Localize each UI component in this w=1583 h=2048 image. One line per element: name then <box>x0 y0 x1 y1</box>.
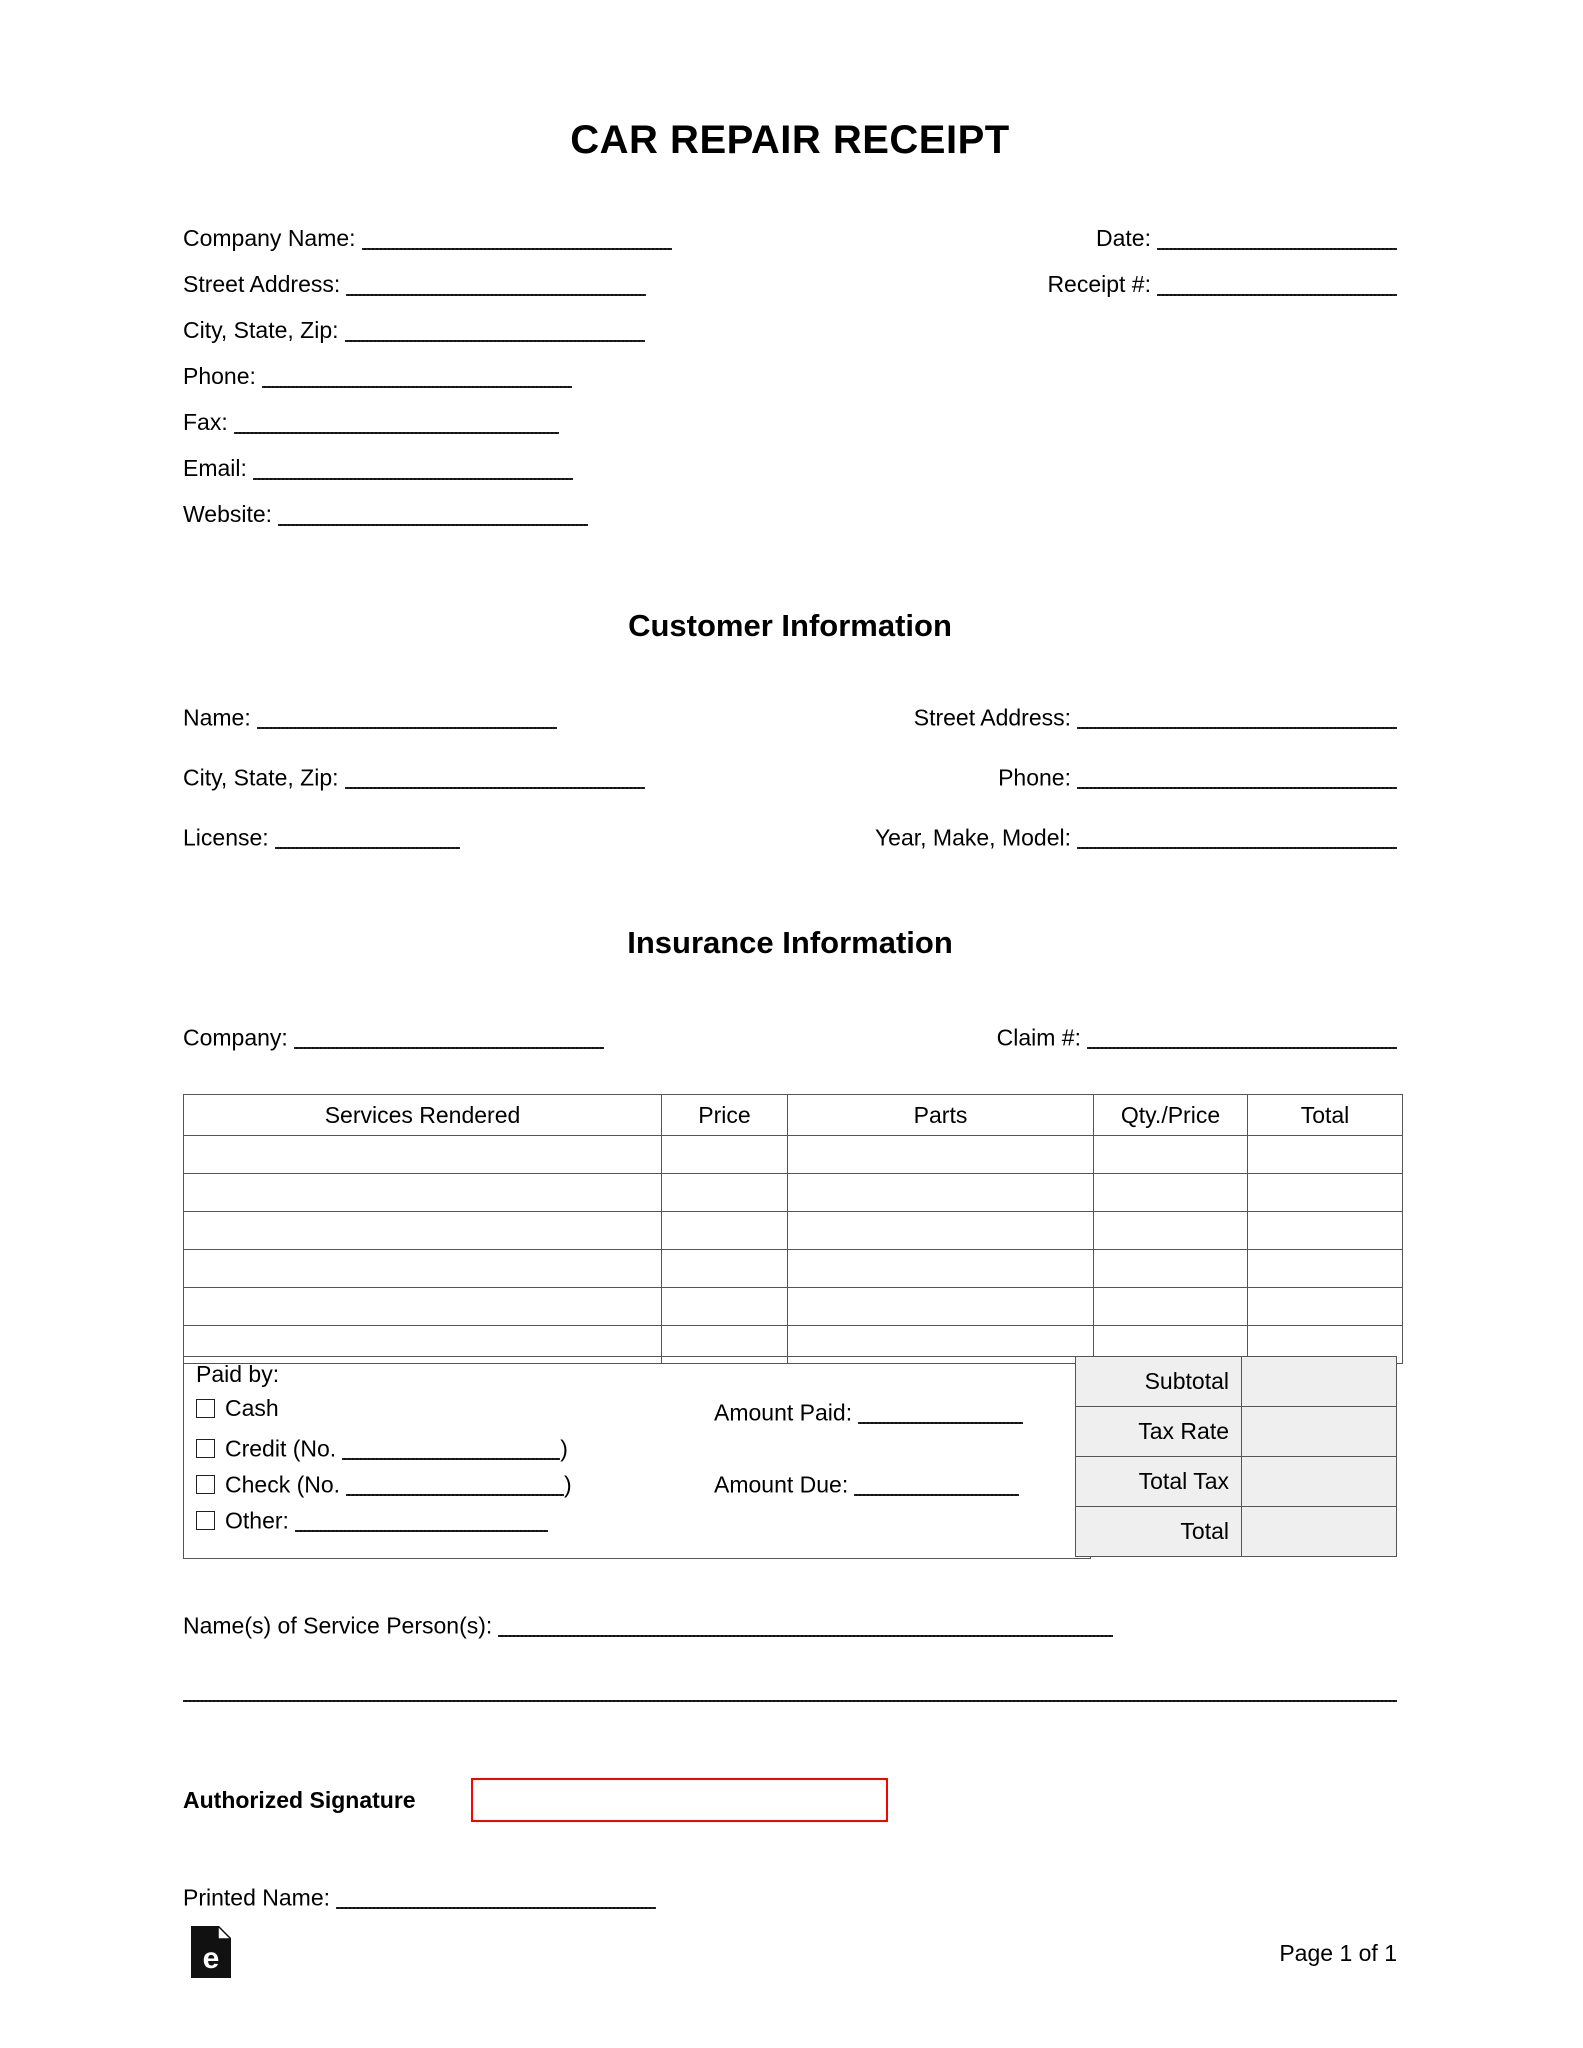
customer-field-right-input[interactable] <box>1077 704 1397 729</box>
company-field-row <box>183 261 672 307</box>
amount-paid-input[interactable] <box>858 1399 1023 1424</box>
totals-row-label: Subtotal <box>1076 1357 1242 1407</box>
payment-option-label: Check (No. <box>225 1471 341 1498</box>
services-table-row <box>184 1136 1403 1174</box>
eforms-document-icon <box>191 1926 231 1978</box>
services-table-cell[interactable] <box>788 1288 1094 1326</box>
checkbox-icon[interactable] <box>196 1439 215 1458</box>
company-field-label: Street Address: <box>183 271 341 297</box>
payment-option-credit[interactable] <box>196 1431 568 1462</box>
services-column-header: Total <box>1248 1095 1403 1136</box>
company-field-label: Fax: <box>183 409 228 435</box>
company-field-input[interactable] <box>262 363 572 388</box>
services-table-cell[interactable] <box>788 1174 1094 1212</box>
amount-paid-field[interactable] <box>714 1395 1023 1426</box>
customer-field-right-field <box>875 820 1397 851</box>
services-table-cell[interactable] <box>1094 1250 1248 1288</box>
service-persons-field[interactable] <box>183 1608 1397 1639</box>
services-table-row <box>184 1174 1403 1212</box>
payment-option-suffix: ) <box>560 1435 568 1462</box>
totals-row <box>1076 1407 1397 1457</box>
payment-option-label: Credit (No. <box>225 1435 337 1462</box>
customer-field-right-input[interactable] <box>1077 824 1397 849</box>
services-rendered-table <box>183 1094 1403 1364</box>
payment-and-totals-band <box>183 1356 1397 1559</box>
insurance-section-heading: Insurance Information <box>627 925 953 960</box>
services-table-cell[interactable] <box>1248 1250 1403 1288</box>
customer-field-left-label: License: <box>183 824 269 851</box>
services-table-cell[interactable] <box>788 1136 1094 1174</box>
receipt-meta-row <box>1047 215 1397 261</box>
amount-due-label: Amount Due: <box>714 1471 849 1498</box>
insurance-field-left-field <box>183 1020 604 1051</box>
company-field-input[interactable] <box>362 225 672 250</box>
customer-field-right-input[interactable] <box>1077 764 1397 789</box>
services-table-cell[interactable] <box>1094 1212 1248 1250</box>
services-table-cell[interactable] <box>788 1212 1094 1250</box>
company-field-input[interactable] <box>345 317 645 342</box>
insurance-field-left-label: Company: <box>183 1024 288 1051</box>
totals-row <box>1076 1357 1397 1407</box>
receipt-meta-label: Date: <box>1096 225 1151 251</box>
customer-field-right-label: Year, Make, Model: <box>874 824 1071 851</box>
payment-option-input[interactable] <box>342 1435 560 1460</box>
company-field-input[interactable] <box>234 409 559 434</box>
amount-due-input[interactable] <box>854 1471 1019 1496</box>
services-column-header: Qty./Price <box>1094 1095 1248 1136</box>
customer-field-right-field <box>998 760 1397 791</box>
service-persons-input[interactable] <box>498 1612 1113 1637</box>
service-persons-label: Name(s) of Service Person(s): <box>183 1612 493 1639</box>
totals-row-label: Tax Rate <box>1076 1407 1242 1457</box>
insurance-field-right-field <box>997 1020 1397 1051</box>
company-field-input[interactable] <box>346 271 646 296</box>
printed-name-field[interactable] <box>183 1880 656 1911</box>
services-table-cell[interactable] <box>662 1136 788 1174</box>
services-table-cell[interactable] <box>662 1250 788 1288</box>
totals-row <box>1076 1457 1397 1507</box>
customer-field-left-field <box>183 700 557 731</box>
services-table-cell[interactable] <box>1248 1212 1403 1250</box>
services-column-header: Services Rendered <box>184 1095 662 1136</box>
services-table-cell[interactable] <box>1248 1288 1403 1326</box>
checkbox-icon[interactable] <box>196 1511 215 1530</box>
totals-row-value[interactable] <box>1242 1357 1397 1407</box>
services-table-cell[interactable] <box>184 1212 662 1250</box>
authorized-signature-label: Authorized Signature <box>183 1787 416 1813</box>
paid-by-cell <box>183 1356 1091 1559</box>
customer-field-row <box>183 820 1397 880</box>
company-field-row <box>183 445 672 491</box>
company-field-input[interactable] <box>278 501 588 526</box>
services-table-cell[interactable] <box>1248 1174 1403 1212</box>
payment-option-cash[interactable] <box>196 1395 279 1422</box>
customer-field-left-input[interactable] <box>345 764 645 789</box>
services-table-row <box>184 1288 1403 1326</box>
printed-name-label: Printed Name: <box>183 1884 331 1911</box>
insurance-field-left-input[interactable] <box>294 1024 604 1049</box>
service-persons-continuation-line[interactable] <box>183 1700 1397 1702</box>
company-field-row <box>183 353 672 399</box>
company-field-label: Email: <box>183 455 247 481</box>
company-info-block <box>183 215 672 537</box>
payment-option-label: Other: <box>225 1507 289 1534</box>
authorized-signature-input[interactable] <box>471 1778 888 1822</box>
company-field-label: Website: <box>183 501 273 527</box>
customer-field-left-label: City, State, Zip: <box>183 764 339 791</box>
totals-table <box>1075 1356 1397 1557</box>
payment-option-check[interactable] <box>196 1467 572 1498</box>
services-table-body <box>184 1136 1403 1364</box>
page-number: Page 1 of 1 <box>1279 1940 1397 1966</box>
company-field-label: Company Name: <box>183 225 356 251</box>
services-table-cell[interactable] <box>662 1288 788 1326</box>
authorized-signature-row <box>183 1778 1397 1824</box>
totals-row-label: Total Tax <box>1076 1457 1242 1507</box>
services-table-cell[interactable] <box>1248 1136 1403 1174</box>
company-field-row <box>183 399 672 445</box>
services-table-cell[interactable] <box>184 1136 662 1174</box>
amount-paid-label: Amount Paid: <box>714 1399 853 1426</box>
customer-field-left-field <box>183 760 645 791</box>
receipt-meta-row <box>1047 261 1397 307</box>
totals-row-value[interactable] <box>1242 1407 1397 1457</box>
checkbox-icon[interactable] <box>196 1475 215 1494</box>
payment-option-input[interactable] <box>346 1471 564 1496</box>
amount-due-field[interactable] <box>714 1467 1019 1498</box>
insurance-field-right-input[interactable] <box>1087 1024 1397 1049</box>
company-field-row <box>183 491 672 537</box>
customer-field-right-label: Street Address: <box>913 704 1071 731</box>
svg-text:e: e <box>202 1942 220 1975</box>
services-table-head <box>184 1095 1403 1136</box>
services-table-cell[interactable] <box>184 1288 662 1326</box>
services-table-cell[interactable] <box>1094 1174 1248 1212</box>
services-table-cell[interactable] <box>184 1250 662 1288</box>
services-column-header: Price <box>662 1095 788 1136</box>
customer-field-left-label: Name: <box>183 704 251 731</box>
totals-row-label: Total <box>1076 1507 1242 1557</box>
customer-field-left-input[interactable] <box>275 824 460 849</box>
totals-row-value[interactable] <box>1242 1507 1397 1557</box>
customer-field-row <box>183 760 1397 820</box>
insurance-fields-grid <box>183 1020 1397 1080</box>
services-table-cell[interactable] <box>788 1250 1094 1288</box>
customer-field-right-label: Phone: <box>998 764 1071 791</box>
page-footer <box>183 1926 1397 1986</box>
customer-field-left-field <box>183 820 460 851</box>
services-table-cell[interactable] <box>1094 1288 1248 1326</box>
services-column-header: Parts <box>788 1095 1094 1136</box>
services-table-header-row <box>184 1095 1403 1136</box>
totals-row <box>1076 1507 1397 1557</box>
services-table-cell[interactable] <box>1094 1136 1248 1174</box>
customer-field-left-input[interactable] <box>257 704 557 729</box>
insurance-field-right-label: Claim #: <box>996 1024 1081 1051</box>
receipt-meta-label: Receipt #: <box>1047 271 1151 297</box>
totals-row-value[interactable] <box>1242 1457 1397 1507</box>
printed-name-input[interactable] <box>336 1884 656 1909</box>
customer-field-right-field <box>914 700 1397 731</box>
page-title: CAR REPAIR RECEIPT <box>570 118 1010 162</box>
payment-option-label: Cash <box>225 1395 279 1421</box>
insurance-field-row <box>183 1020 1397 1080</box>
customer-fields-grid <box>183 700 1397 880</box>
company-field-row <box>183 307 672 353</box>
company-field-label: Phone: <box>183 363 256 389</box>
customer-field-row <box>183 700 1397 760</box>
customer-section-heading: Customer Information <box>628 608 952 643</box>
payment-option-other[interactable] <box>196 1503 548 1534</box>
receipt-meta-input[interactable] <box>1157 271 1397 296</box>
company-field-input[interactable] <box>253 455 573 480</box>
services-table-cell[interactable] <box>662 1174 788 1212</box>
receipt-meta-input[interactable] <box>1157 225 1397 250</box>
payment-option-suffix: ) <box>564 1471 572 1498</box>
services-table-cell[interactable] <box>662 1212 788 1250</box>
services-table-cell[interactable] <box>184 1174 662 1212</box>
paid-by-label: Paid by: <box>196 1361 280 1387</box>
checkbox-icon[interactable] <box>196 1399 215 1418</box>
payment-option-input[interactable] <box>295 1507 548 1532</box>
services-table-row <box>184 1212 1403 1250</box>
company-field-row <box>183 215 672 261</box>
totals-table-body <box>1076 1357 1397 1557</box>
company-field-label: City, State, Zip: <box>183 317 339 343</box>
receipt-meta-block <box>1047 215 1397 307</box>
services-table-row <box>184 1250 1403 1288</box>
